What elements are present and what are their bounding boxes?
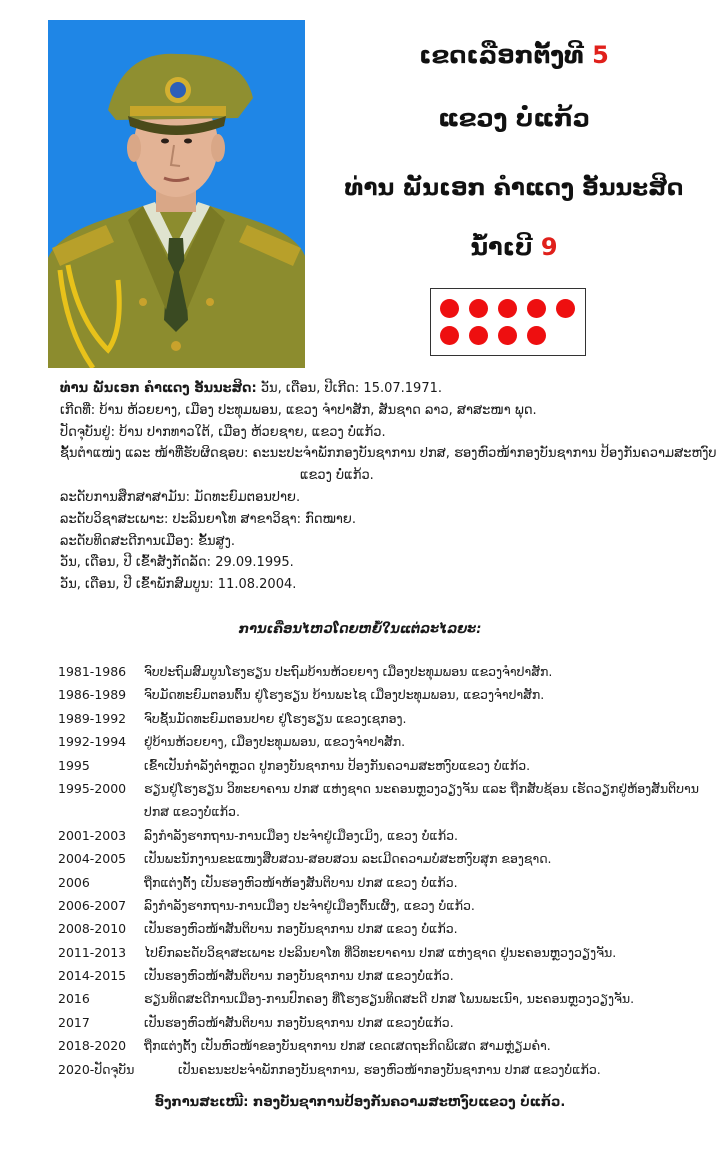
constituency-number: 5	[592, 41, 609, 69]
career-timeline	[58, 660, 712, 1081]
bio-position-cont: ແຂວງ ບໍ່ແກ້ວ.	[300, 468, 374, 484]
bio-general-education: ລະດັບການສຶກສາສາມັນ: ມັດທະຍົມຕອນປາຍ.	[60, 489, 301, 505]
timeline-years: 2006	[58, 874, 90, 890]
timeline-years: 2016	[58, 991, 90, 1007]
bio-name: ທ່ານ ພັນເອກ ຄຳແດງ ອັນນະສິດ:	[60, 381, 257, 396]
timeline-row	[58, 941, 712, 964]
timeline-text: ເປັນຮອງຫົວໜ້າສັນຕິບານ ກອງບັນຊາການ ປກສ ແຂວງບໍ່ແກ້ວ.	[144, 1014, 454, 1030]
timeline-text: ຈົບປະຖົມສົມບູນໂຮງຮຽນ ປະຖົມບ້ານຫ້ວຍຍາງ ເມືອງປະທຸມພອນ ແຂວງຈຳປາສັກ.	[144, 664, 553, 679]
bio-name-dob	[60, 378, 710, 400]
bio-position: ຊັ້ນຕຳແໜ່ງ ແລະ ໜ້າທີ່ຮັບຜິດຊອບ: ຄະນະປະຈຳພັກກອງບັນຊາການ ປກສ, ຮອງຫົວໜ້າກອງບັນຊາການ ປ້ອງກັນຄວາມສະຫງົບ	[60, 446, 717, 462]
timeline-row	[58, 987, 712, 1010]
timeline-row	[58, 660, 712, 683]
timeline-text: ຈົບຊັ້ນມັດທະຍົມຕອນປາຍ ຢູ່ໂຮງຮຽນ ແຂວງເຊກອງ.	[144, 710, 407, 726]
timeline-row	[58, 871, 712, 894]
timeline-text: ລົງກຳລັງຮາກຖານ-ການເມືອງ ປະຈຳຢູ່ເມືອງຕົ້ນເຜິ້ງ, ແຂວງ ບໍ່ແກ້ວ.	[144, 897, 475, 913]
timeline-years: 1995-2000	[58, 780, 127, 796]
constituency-label: ເຂດເລືອກຕັ້ງທີ	[419, 41, 584, 69]
timeline-years: 2008-2010	[58, 921, 127, 937]
timeline-row	[58, 1034, 712, 1057]
bio-specialty: ລະດັບວິຊາສະເພາະ: ປະລິນຍາໂທ ສາຂາວິຊາ: ກົດໝາຍ.	[60, 511, 356, 527]
timeline-text: ຖືກແຕ່ງຕັ້ງ ເປັນຮອງຫົວໜ້າຫ້ອງສັນຕິບານ ປກສ ແຂວງ ບໍ່ແກ້ວ.	[144, 874, 458, 890]
timeline-text: ເປັນຮອງຫົວໜ້າສັນຕິບານ ກອງບັນຊາການ ປກສ ແຂວງບໍ່ແກ້ວ.	[144, 968, 454, 984]
timeline-row	[58, 707, 712, 730]
timeline-text: ໄປຍົກລະດັບວິຊາສະເພາະ ປະລິນຍາໂທ ທີ່ວິທະຍາຄານ ປກສ ແຫ່ງຊາດ ຢູ່ນະຄອນຫຼວງວຽງຈັນ.	[144, 944, 617, 960]
bio-residence: ປັດຈຸບັນຢູ່: ບ້ານ ປາກທາວໃຕ້, ເມືອງ ຫ້ວຍຊາຍ, ແຂວງ ບໍ່ແກ້ວ.	[60, 424, 386, 440]
timeline-row	[58, 824, 712, 847]
timeline-years: 1989-1992	[58, 710, 127, 726]
candidate-bio	[60, 378, 717, 596]
timeline-years: 2001-2003	[58, 827, 127, 843]
constituency-line	[318, 40, 710, 70]
timeline-row	[58, 683, 712, 706]
timeline-row	[58, 730, 712, 753]
timeline-row	[58, 894, 712, 917]
ballot-dot	[469, 299, 488, 318]
timeline-row	[58, 1058, 712, 1081]
number-line	[318, 232, 710, 262]
timeline-text: ຮຽນຢູ່ໂຮງຮຽນ ວິທະຍາຄານ ປກສ ແຫ່ງຊາດ ນະຄອນຫຼວງວຽງຈັນ ແລະ ຖືກສັບຊ້ອນ ເຮັດວຽກຢູ່ຫ້ອງສັນຕິບານ ປກສ ແຂວງບໍ່ແກ້ວ.	[144, 780, 699, 819]
bio-join-state: ວັນ, ເດືອນ, ປີ ເຂົ້າສັງກັດລັດ: 29.09.1995.	[60, 555, 294, 571]
timeline-years: 1992-1994	[58, 734, 127, 750]
timeline-text: ຢູ່ບ້ານຫ້ວຍຍາງ, ເມືອງປະທຸມພອນ, ແຂວງຈຳປາສັກ.	[144, 734, 406, 750]
timeline-row	[58, 754, 712, 777]
ballot-dot	[556, 299, 575, 318]
timeline-text: ຮຽນທິດສະດີການເມືອງ-ການປົກຄອງ ທີ່ໂຮງຮຽນທິດສະດີ ປກສ ໂພນພະເນົາ, ນະຄອນຫຼວງວຽງຈັນ.	[144, 991, 635, 1007]
timeline-years: 2020-ປັດຈຸບັນ	[58, 1061, 135, 1077]
timeline-text: ເປັນຮອງຫົວໜ້າສັນຕິບານ ກອງບັນຊາການ ປກສ ແຂວງ ບໍ່ແກ້ວ.	[144, 921, 458, 937]
number-label: ນ້ຳເບີ	[470, 233, 533, 261]
timeline-title: ການເຄື່ອນໄຫວໂດຍຫຍໍ້ໃນແຕ່ລະໄລຍະ:	[238, 622, 482, 637]
ballot-number-box	[430, 288, 586, 356]
candidate-number: 9	[540, 233, 558, 261]
province-line: ແຂວງ ບໍ່ແກ້ວ	[438, 104, 590, 132]
timeline-years: 2017	[58, 1014, 90, 1030]
timeline-text: ລົງກຳລັງຮາກຖານ-ການເມືອງ ປະຈຳຢູ່ເມືອງເມິງ, ແຂວງ ບໍ່ແກ້ວ.	[144, 827, 459, 843]
ballot-dot	[440, 326, 459, 345]
timeline-text: ເປັນພະນັກງານຂະແໜງສືບສວນ-ສອບສວນ ລະເມີດຄວາມບໍ່ສະຫງົບສຸກ ຂອງຊາດ.	[144, 851, 552, 867]
timeline-text: ເຂົ້າເປັນກຳລັງຕຳຫຼວດ ປູກອງບັນຊາການ ປ້ອງກັນຄວາມສະຫງົບແຂວງ ບໍ່ແກ້ວ.	[144, 757, 531, 773]
timeline-years: 2006-2007	[58, 897, 127, 913]
bio-birthplace: ເກີດທີ່: ບ້ານ ຫ້ວຍຍາງ, ເມືອງ ປະທຸມພອນ, ແຂວງ ຈຳປາສັກ, ສັນຊາດ ລາວ, ສາສະໜາ ພຸດ.	[60, 402, 537, 418]
timeline-years: 1995	[58, 757, 90, 773]
timeline-text: ຈົບມັດທະຍົມຕອນຕົ້ນ ຢູ່ໂຮງຮຽນ ບ້ານພະໄຊ ເມືອງປະທຸມພອນ, ແຂວງຈຳປາສັກ.	[144, 687, 545, 703]
bio-dob: ວັນ, ເດືອນ, ປີເກີດ: 15.07.1971.	[256, 381, 442, 396]
candidate-photo	[48, 20, 305, 368]
timeline-text: ຖືກແຕ່ງຕັ້ງ ເປັນຫົວໜ້າຂອງບັນຊາການ ປກສ ເຂດເສດຖະກິດພິເສດ ສາມຫຼ່ຽມຄຳ.	[144, 1038, 551, 1054]
timeline-row	[58, 917, 712, 940]
timeline-row	[58, 847, 712, 870]
nominating-organization: ອົງການສະເໜີ: ກອງບັນຊາການປ້ອງກັນຄວາມສະຫງົບແຂວງ ບໍ່ແກ້ວ.	[154, 1095, 566, 1110]
ballot-dot	[440, 299, 459, 318]
timeline-years: 2011-2013	[58, 944, 127, 960]
ballot-dot	[498, 326, 517, 345]
ballot-dot	[527, 326, 546, 345]
timeline-row	[58, 1011, 712, 1034]
ballot-dot	[527, 299, 546, 318]
timeline-years: 1986-1989	[58, 687, 127, 703]
candidate-name: ທ່ານ ພັນເອກ ຄຳແດງ ອັນນະສິດ	[344, 175, 684, 201]
timeline-years: 2014-2015	[58, 968, 127, 984]
ballot-dot	[498, 299, 517, 318]
timeline-years: 2004-2005	[58, 851, 127, 867]
bio-political-level: ລະດັບທິດສະດີການເມືອງ: ຂັ້ນສູງ.	[60, 533, 236, 549]
ballot-dot	[469, 326, 488, 345]
timeline-row	[58, 964, 712, 987]
portrait-illustration	[48, 20, 305, 368]
timeline-years: 2018-2020	[58, 1038, 127, 1054]
timeline-row	[58, 777, 712, 824]
timeline-years: 1981-1986	[58, 664, 127, 679]
bio-join-party: ວັນ, ເດືອນ, ປີ ເຂົ້າພັກສົມບູນ: 11.08.2004.	[60, 577, 297, 593]
timeline-text: ເປັນຄະນະປະຈຳພັກກອງບັນຊາການ, ຮອງຫົວໜ້າກອງບັນຊາການ ປກສ ແຂວງບໍ່ແກ້ວ.	[178, 1061, 601, 1077]
